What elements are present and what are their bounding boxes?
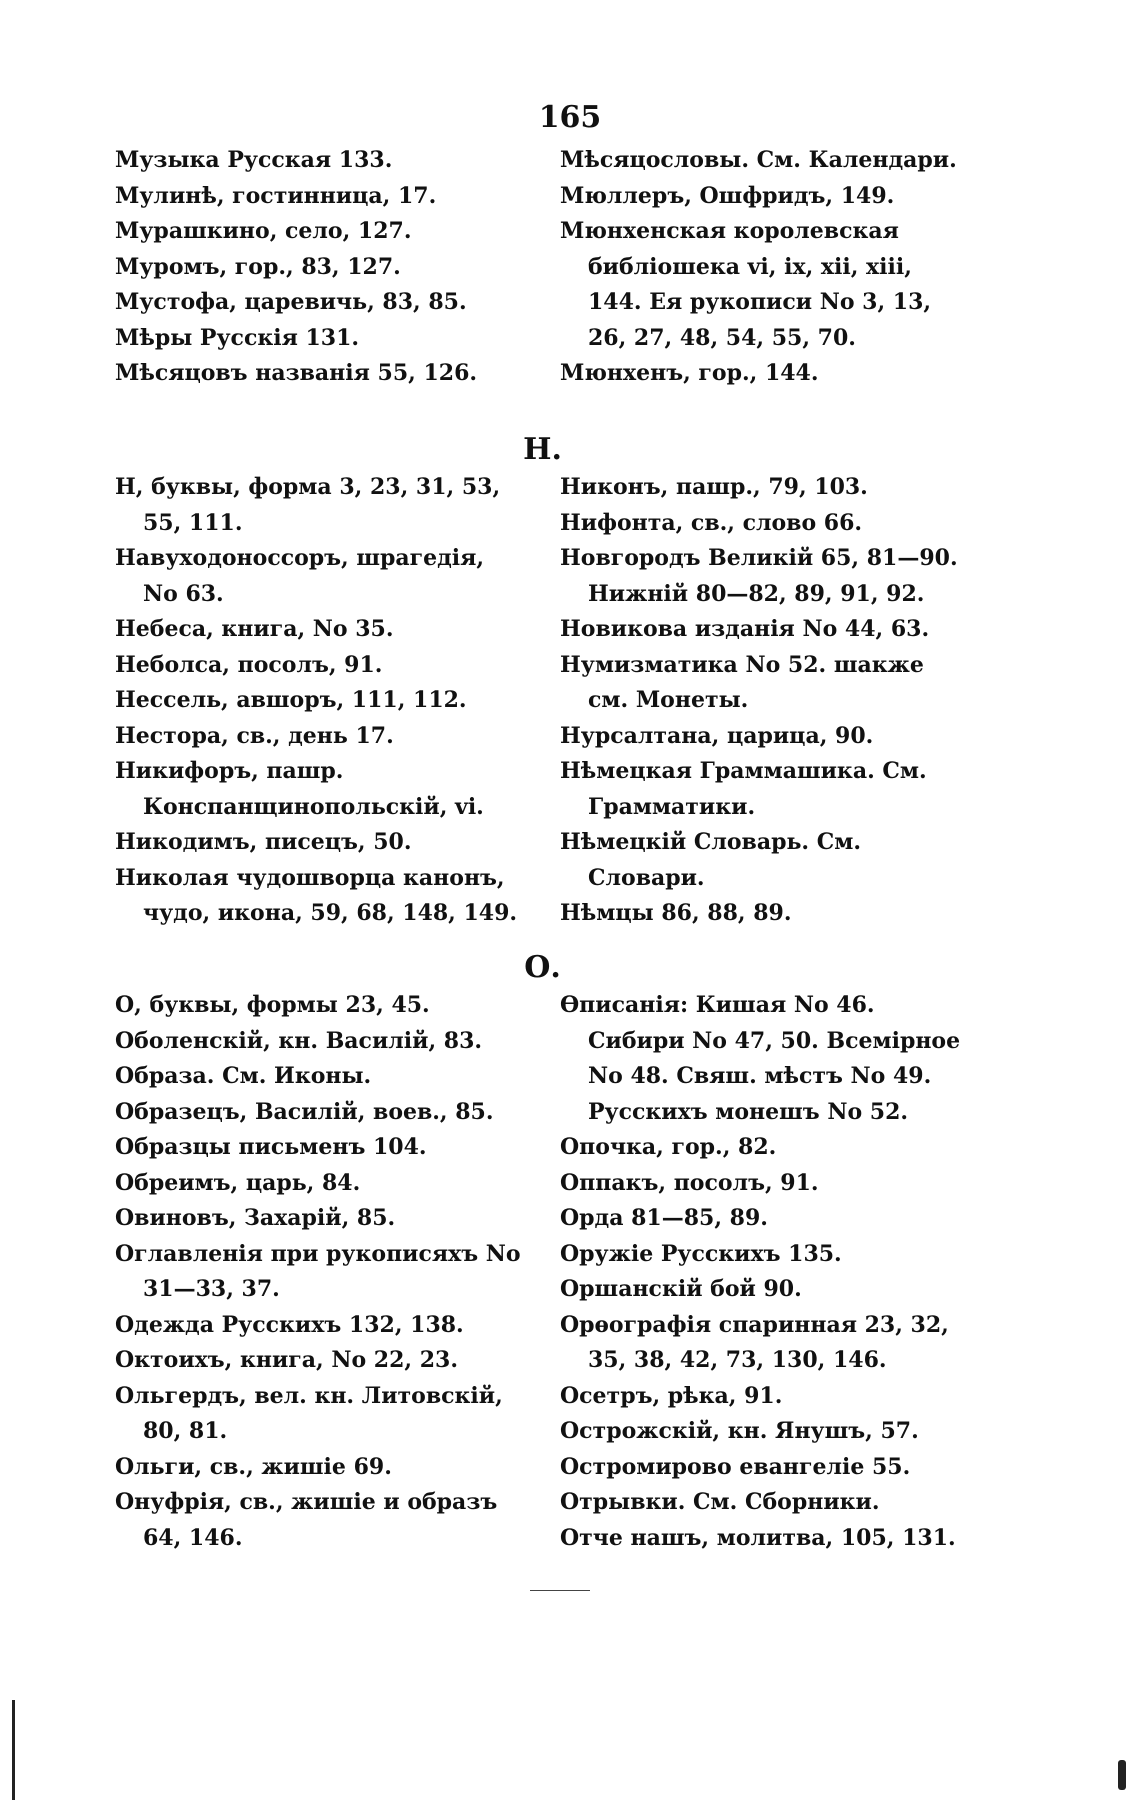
index-entry: Нессель, авшоръ, 111, 112. <box>115 687 467 713</box>
left-column <box>115 470 525 932</box>
page-number: 165 <box>538 100 602 135</box>
index-entry: Орѳографія спаринная 23, 32, 35, 38, 42, 73, 130, 146. <box>560 1311 949 1373</box>
index-entry: Образа. См. Иконы. <box>115 1063 372 1089</box>
index-entry: Отче нашъ, молитва, 105, 131. <box>560 1524 956 1551</box>
index-entry: Октоихъ, книга, No 22, 23. <box>115 1347 458 1373</box>
section-m <box>115 143 970 392</box>
section-letter: Н. <box>523 432 562 467</box>
index-entry: Нѣмецкій Словарь. См. Словари. <box>560 829 861 891</box>
index-entry: Оболенскій, кн. Василій, 83. <box>115 1027 483 1054</box>
index-entry: Нѣмецкая Граммашика. См. Грамматики. <box>560 758 927 820</box>
index-entry: Острожскій, кн. Янушъ, 57. <box>560 1418 919 1444</box>
index-entry: Оршанскій бой 90. <box>560 1276 802 1302</box>
index-entry: Мулинѣ, гостинница, 17. <box>115 182 437 209</box>
index-entry: Николая чудошворца канонъ, чудо, икона, 59, 68, 148, 149. <box>115 864 518 926</box>
index-entry: Образцы письменъ 104. <box>115 1134 427 1160</box>
index-entry: Нурсалтана, царица, 90. <box>560 722 874 749</box>
index-entry: Муромъ, гор., 83, 127. <box>115 253 401 280</box>
index-entry: Н, буквы, форма 3, 23, 31, 53, 55, 111. <box>115 474 501 536</box>
index-entry: Одежда Русскихъ 132, 138. <box>115 1311 464 1338</box>
right-column <box>560 143 970 392</box>
left-column <box>115 988 525 1556</box>
index-entry: Ѳписанія: Кишая No 46. Сибири No 47, 50. Всемірное No 48. Свяш. мѣстъ No 49. Русскихъ монешъ No 52. <box>560 992 961 1125</box>
right-column <box>560 988 970 1556</box>
index-entry: Никифоръ, пашр. Конспанщинопольскій, vi. <box>115 758 484 820</box>
section-n <box>115 430 970 932</box>
right-column <box>560 470 970 932</box>
index-entry: Отрывки. См. Сборники. <box>560 1489 880 1515</box>
index-entry: Мѣры Русскія 131. <box>115 324 360 351</box>
index-entry: Нѣмцы 86, 88, 89. <box>560 900 792 926</box>
index-entry: Орда 81—85, 89. <box>560 1205 768 1231</box>
index-entry: Овиновъ, Захарій, 85. <box>115 1205 396 1231</box>
index-entry: Никонъ, пашр., 79, 103. <box>560 474 868 500</box>
end-rule <box>530 1590 590 1591</box>
index-entry: Ольгердъ, вел. кн. Литовскій, 80, 81. <box>115 1382 503 1444</box>
index-entry: Опочка, гор., 82. <box>560 1134 777 1160</box>
index-entry: Нумизматика No 52. шакже см. Монеты. <box>560 651 924 713</box>
index-entry: Мѣсяцословы. См. Календари. <box>560 147 957 173</box>
index-entry: Никодимъ, писецъ, 50. <box>115 829 412 855</box>
index-entry: Оппакъ, посолъ, 91. <box>560 1169 819 1196</box>
index-entry: Небеса, книга, No 35. <box>115 616 394 642</box>
index-entry: Остромирово евангеліе 55. <box>560 1453 911 1480</box>
section-o <box>115 948 970 1556</box>
index-entry: Новикова изданія No 44, 63. <box>560 616 930 642</box>
index-entry: Мюнхенская королевская библіошека vi, ix, xii, xiii, 144. Ея рукописи No 3, 13, 26, 27, 48, 54, 55, 70. <box>560 218 932 351</box>
index-entry: Мурашкино, село, 127. <box>115 218 412 244</box>
index-entry: О, буквы, формы 23, 45. <box>115 992 430 1018</box>
index-entry: Музыка Русская 133. <box>115 147 393 173</box>
index-entry: Навуходоноссоръ, шрагедія, No 63. <box>115 545 485 607</box>
index-entry: Онуфрія, св., жишіе и образъ 64, 146. <box>115 1489 498 1551</box>
index-entry: Оглавленія при рукописяхъ No 31—33, 37. <box>115 1240 521 1302</box>
left-column <box>115 143 525 392</box>
index-entry: Мѣсяцовъ названія 55, 126. <box>115 360 478 386</box>
index-entry: Осетръ, рѣка, 91. <box>560 1382 783 1409</box>
index-entry: Обреимъ, царь, 84. <box>115 1169 361 1196</box>
index-entry: Мюллеръ, Ошфридъ, 149. <box>560 182 895 209</box>
index-entry: Ольги, св., жишіе 69. <box>115 1453 392 1480</box>
index-entry: Оружіе Русскихъ 135. <box>560 1240 842 1267</box>
section-letter: О. <box>524 950 561 985</box>
left-margin-mark <box>12 1700 15 1800</box>
index-entry: Нифонта, св., слово 66. <box>560 509 863 536</box>
index-entry: Мустофа, царевичь, 83, 85. <box>115 289 467 315</box>
index-entry: Новгородъ Великій 65, 81—90. Нижній 80—82, 89, 91, 92. <box>560 545 958 607</box>
right-margin-mark <box>1118 1760 1126 1790</box>
index-entry: Нестора, св., день 17. <box>115 722 394 749</box>
index-entry: Образецъ, Василій, воев., 85. <box>115 1098 494 1125</box>
index-entry: Мюнхенъ, гор., 144. <box>560 360 819 386</box>
index-entry: Неболса, посолъ, 91. <box>115 651 383 678</box>
